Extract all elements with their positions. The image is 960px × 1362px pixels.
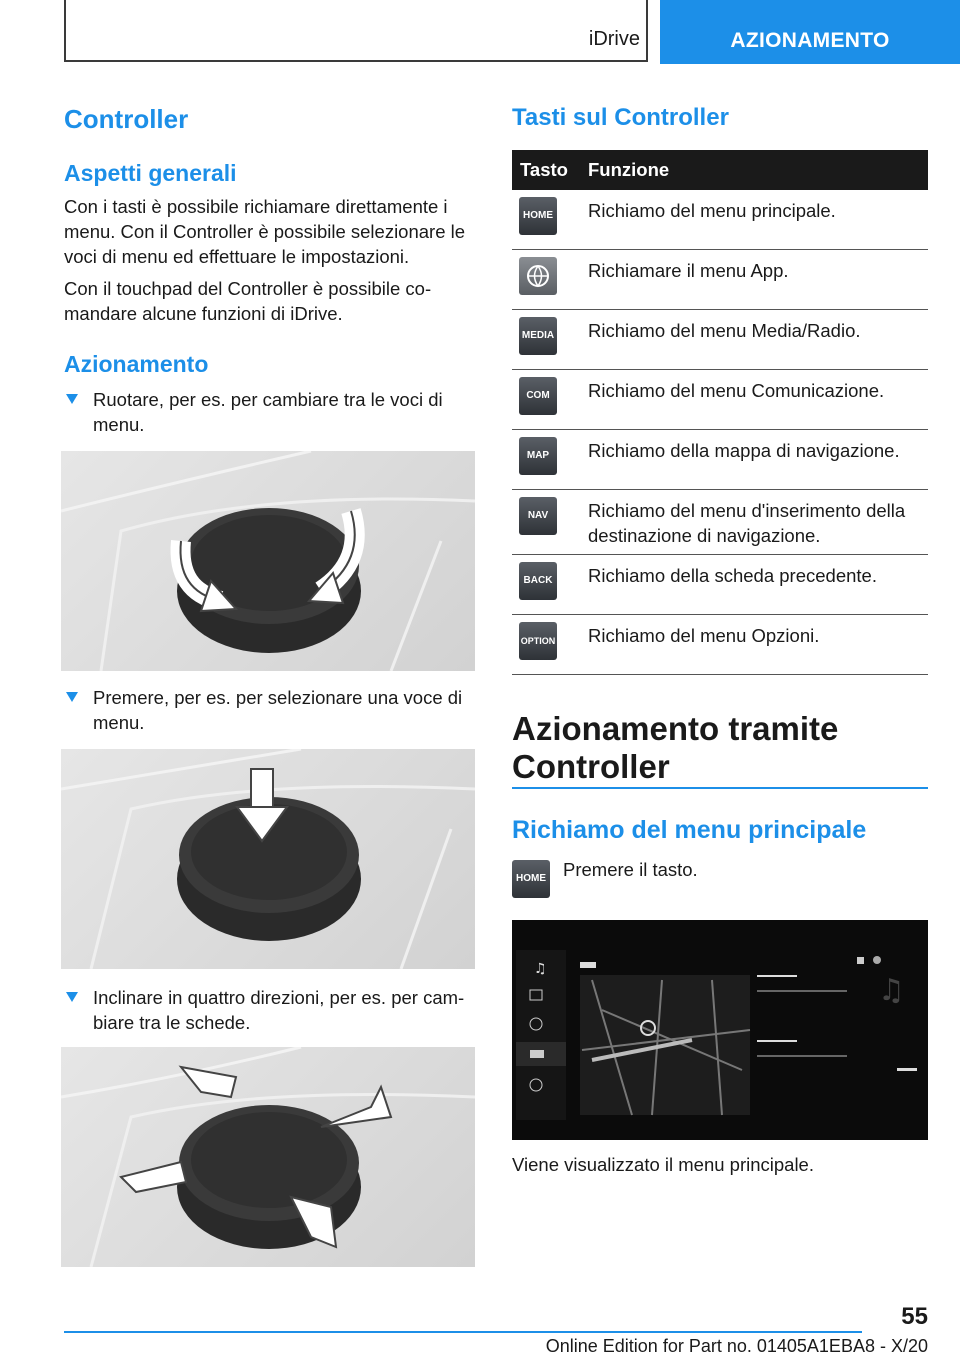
heading-aspetti-generali: Aspetti generali xyxy=(64,160,237,186)
nav-button-icon: NAV xyxy=(519,497,557,535)
page-number: 55 xyxy=(901,1303,928,1330)
com-button-icon: COM xyxy=(519,377,557,415)
footer-edition: Online Edition for Part no. 01405A1EBA8 - X/20 xyxy=(545,1336,928,1356)
option-button-icon: OPTION xyxy=(519,622,557,660)
function-cell: Richiamo della scheda precedente. xyxy=(580,555,928,615)
home-button-icon: HOME xyxy=(519,197,557,235)
table-row xyxy=(512,490,928,555)
bullet-triangle-icon xyxy=(66,394,78,404)
function-cell: Richiamo del menu d'inserimento della destinazione di navigazione. xyxy=(580,490,928,555)
home-button-icon: HOME xyxy=(512,860,550,898)
table-row xyxy=(512,555,928,615)
table-row xyxy=(512,430,928,490)
header-section: iDrive xyxy=(588,28,640,50)
controller-tilt-image xyxy=(61,1047,475,1267)
function-cell: Richiamo del menu Comunicazione. xyxy=(580,370,928,430)
svg-text:♫: ♫ xyxy=(878,973,905,1008)
keys-table xyxy=(512,150,928,675)
heading-azionamento: Azionamento xyxy=(64,351,209,377)
press-key-text: Premere il tasto. xyxy=(563,859,698,880)
col-header-tasto: Tasto xyxy=(512,150,580,190)
header-chapter-tab xyxy=(660,0,960,64)
bullet-triangle-icon xyxy=(66,692,78,702)
bullet-press: Premere, per es. per selezionare una voce di menu. xyxy=(93,687,463,733)
bullet-triangle-icon xyxy=(66,992,78,1002)
col-header-funzione: Funzione xyxy=(580,150,928,190)
svg-text:♫: ♫ xyxy=(534,961,547,977)
map-button-icon: MAP xyxy=(519,437,557,475)
globe-icon xyxy=(519,257,557,295)
back-button-icon: BACK xyxy=(519,562,557,600)
paragraph-general-1: Con i tasti è possibile richiamare direttamente i menu. Con il Controller è possibile selezionare le voci di menu ed effettuare le impostazioni. xyxy=(64,196,466,267)
table-row xyxy=(512,615,928,675)
idrive-main-menu-screenshot xyxy=(512,920,928,1140)
controller-press-image xyxy=(61,749,475,969)
caption-main-menu: Viene visualizzato il menu principale. xyxy=(512,1154,814,1175)
function-cell: Richiamo della mappa di navigazione. xyxy=(580,430,928,490)
function-cell: Richiamare il menu App. xyxy=(580,250,928,310)
controller-rotate-image xyxy=(61,451,475,671)
function-cell: Richiamo del menu Opzioni. xyxy=(580,615,928,675)
paragraph-general-2: Con il touchpad del Controller è possibile co-mandare alcune funzioni di iDrive. xyxy=(64,278,432,324)
bullet-tilt: Inclinare in quattro direzioni, per es. per cam-biare tra le schede. xyxy=(93,987,465,1033)
heading-underline xyxy=(512,787,928,789)
heading-richiamo-menu-principale: Richiamo del menu principale xyxy=(512,816,867,844)
heading-controller: Controller xyxy=(64,104,189,134)
table-row xyxy=(512,370,928,430)
media-button-icon: MEDIA xyxy=(519,317,557,355)
header-chapter: AZIONAMENTO xyxy=(730,29,890,52)
table-row xyxy=(512,190,928,250)
bullet-rotate: Ruotare, per es. per cambiare tra le voci di menu. xyxy=(93,389,443,435)
app-globe-button-icon xyxy=(519,257,557,295)
heading-azionamento-tramite-controller: Azionamento tramite Controller xyxy=(512,710,839,785)
function-cell: Richiamo del menu Media/Radio. xyxy=(580,310,928,370)
table-row xyxy=(512,250,928,310)
function-cell: Richiamo del menu principale. xyxy=(580,190,928,250)
table-row xyxy=(512,310,928,370)
footer-rule xyxy=(64,1331,862,1333)
heading-tasti: Tasti sul Controller xyxy=(512,104,729,131)
